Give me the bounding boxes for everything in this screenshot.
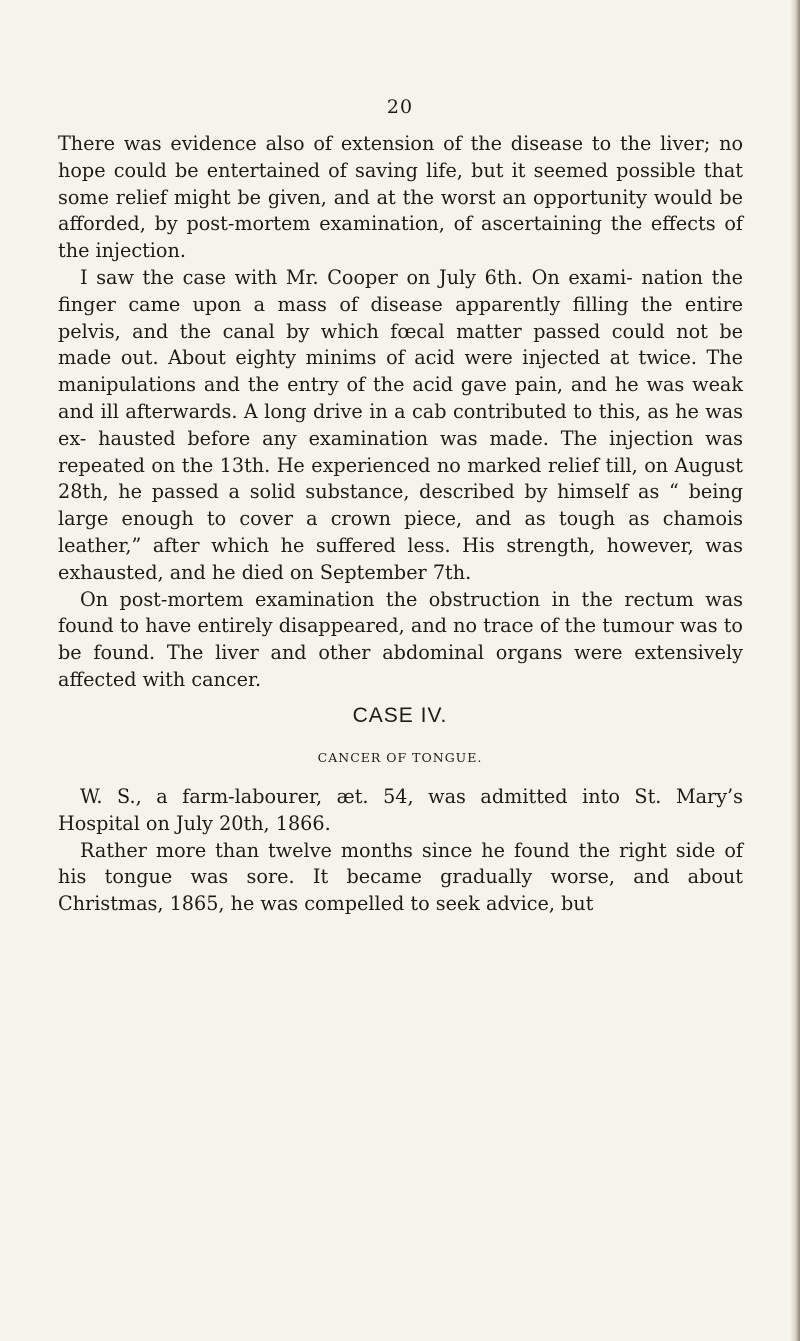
- paragraph: On post-mortem examination the obstruction in the rectum was found to have entirely disappeared, and no trace of the tumour was to be found. The liver and other abdominal organs were extensively affected with cancer.: [58, 587, 743, 691]
- paragraph: Rather more than twelve months since he found the right side of his tongue was sore. It became gradually worse, and about Christmas, 1865, he was compelled to seek advice, but: [58, 838, 743, 916]
- body-text-bottom: [58, 784, 743, 918]
- paragraph: I saw the case with Mr. Cooper on July 6th. On exami- nation the finger came upon a mass of disease apparently filling the entire pelvis, and the canal by which fœcal matter passed could not be made out. About eighty minims of acid were injected at twice. The manipulations and the entry of the acid gave pain, and he was weak and ill afterwards. A long drive in a cab contributed to this, as he was ex- hausted before any examination was made. The injection was repeated on the 13th. He experienced no marked relief till, on August 28th, he passed a solid substance, described by himself as “ being large enough to cover a crown piece, and as tough as chamois leather,” after which he suffered less. His strength, however, was exhausted, and he died on September 7th.: [58, 265, 743, 584]
- paragraph: W. S., a farm-labourer, æt. 54, was admitted into St. Mary’s Hospital on July 20th, 1866.: [58, 785, 743, 835]
- page-edge-shadow: [790, 0, 800, 1341]
- page-number: 20: [386, 96, 414, 118]
- case-heading: CASE IV.: [352, 704, 448, 727]
- case-subheading: CANCER OF TONGUE.: [317, 750, 483, 765]
- body-text-top: [58, 131, 743, 694]
- paragraph: There was evidence also of extension of the disease to the liver; no hope could be entertained of saving life, but it seemed possible that some relief might be given, and at the worst an opportunity would be afforded, by post-mortem examination, of ascertaining the effects of the injection.: [58, 132, 743, 263]
